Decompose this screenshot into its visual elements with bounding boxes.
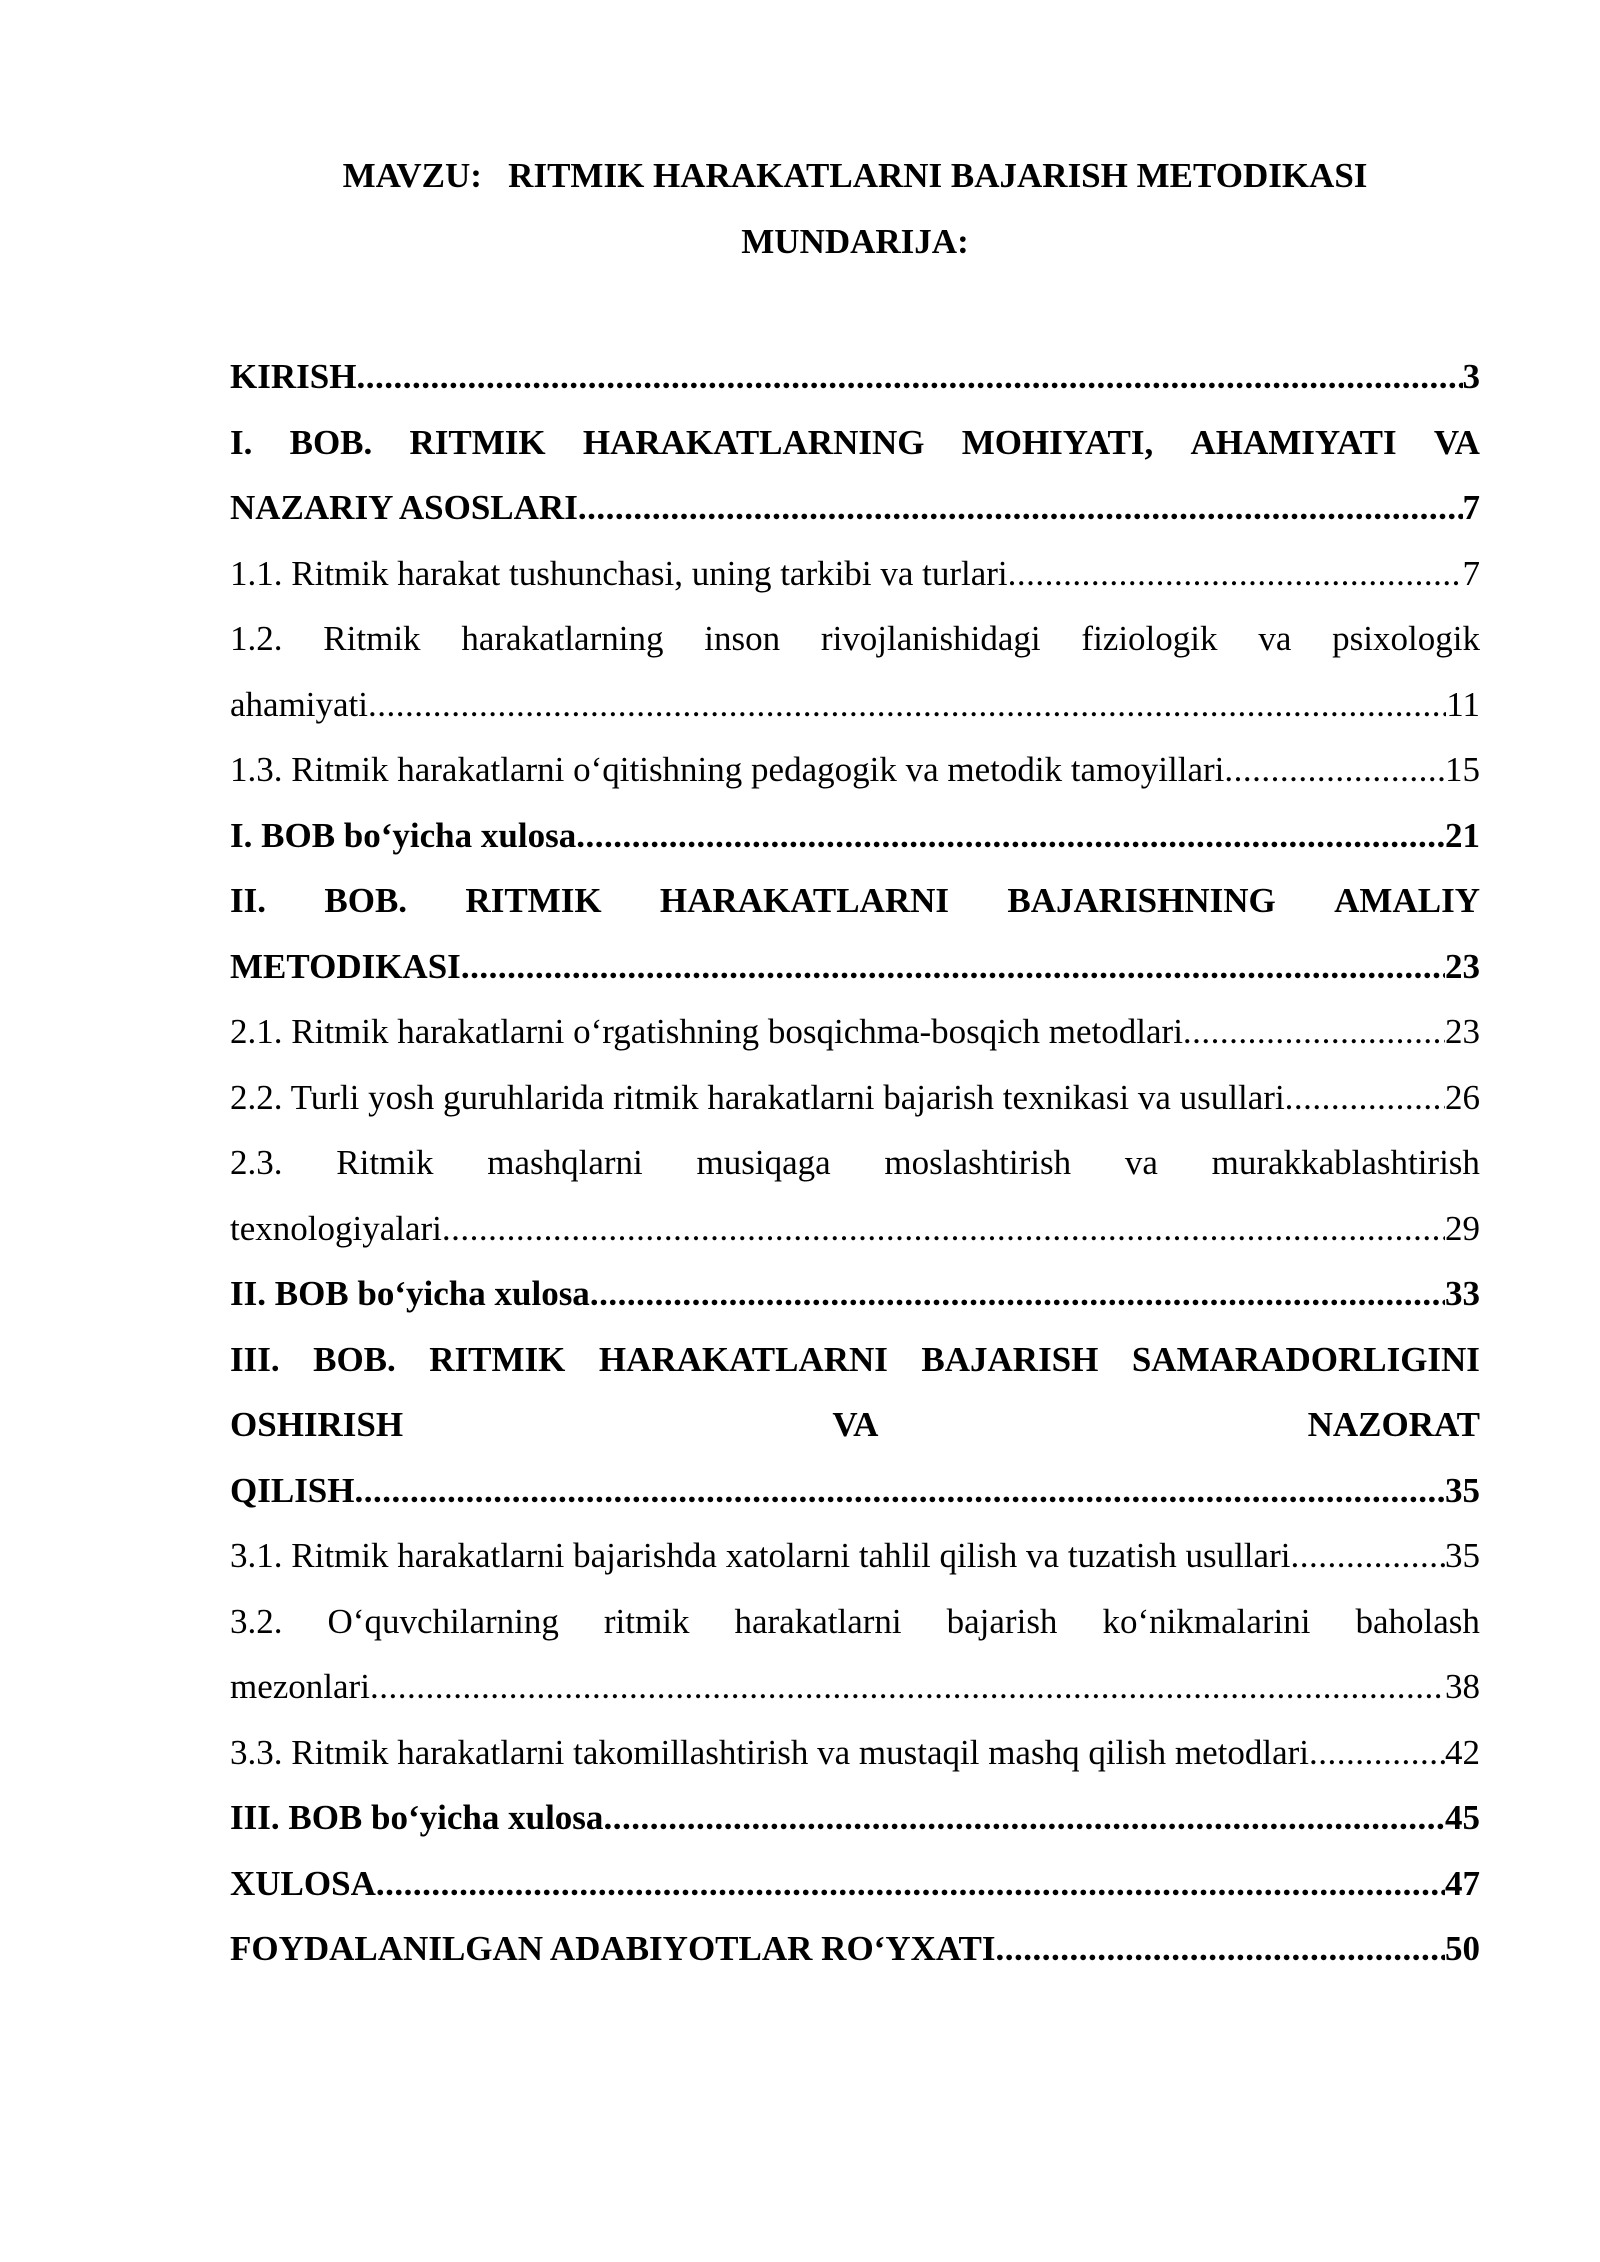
toc-chapter-3[interactable] <box>230 1458 1480 1524</box>
toc-chapter-1-line-1 <box>230 410 1480 476</box>
toc-chapter-3-conclusion[interactable] <box>230 1785 1480 1851</box>
toc-section-3-2-line-1 <box>230 1589 1480 1655</box>
toc-word: Ritmik <box>336 1143 434 1182</box>
toc-entry-title: 1.1. Ritmik harakat tushunchasi, uning tarkibi va turlari <box>230 553 1008 593</box>
dot-leader <box>376 1851 1445 1917</box>
toc-page-number: 38 <box>1445 1667 1480 1706</box>
toc-word: harakatlarning <box>461 619 664 658</box>
toc-page-number: 29 <box>1445 1208 1480 1248</box>
toc-word: BOB. <box>289 422 373 462</box>
toc-word: ko‘nikmalarini <box>1102 1601 1311 1641</box>
dot-leader <box>1290 1523 1445 1589</box>
dot-leader <box>370 1654 1445 1720</box>
dot-leader <box>603 1785 1445 1851</box>
toc-entry-title: 3.3. Ritmik harakatlarni takomillashtirish va mustaqil mashq qilish metodlari <box>230 1732 1310 1772</box>
toc-entry-title: XULOSA <box>230 1863 376 1903</box>
toc-entry-title: KIRISH <box>230 357 357 396</box>
toc-section-3-3[interactable] <box>230 1720 1480 1786</box>
toc-word: 3.2. <box>230 1601 283 1641</box>
toc-word: BAJARISH <box>921 1339 1099 1379</box>
dot-leader <box>368 672 1446 738</box>
toc-entry-title: 3.1. Ritmik harakatlarni bajarishda xatolarni tahlil qilish va tuzatish usullari <box>230 1536 1291 1575</box>
toc-word: VA <box>1433 422 1480 462</box>
toc-word: psixologik <box>1332 619 1480 658</box>
toc-word: AMALIY <box>1334 881 1480 920</box>
toc-section-1-2[interactable] <box>230 672 1480 738</box>
toc-page-number: 3 <box>1462 357 1480 396</box>
toc-word: 1.2. <box>230 619 283 658</box>
toc-word: NAZORAT <box>1307 1405 1480 1444</box>
toc-entry-title: I. BOB bo‘yicha xulosa <box>230 815 577 855</box>
dot-leader <box>590 1261 1445 1327</box>
toc-entry-title: mezonlari <box>230 1667 370 1706</box>
toc-entry-title: 2.1. Ritmik harakatlarni o‘rgatishning bosqichma-bosqich metodlari <box>230 1012 1183 1051</box>
toc-word: BOB. <box>324 881 408 920</box>
toc-word: fiziologik <box>1081 619 1218 658</box>
toc-page-number: 15 <box>1445 750 1480 789</box>
toc-chapter-2-conclusion[interactable] <box>230 1261 1480 1327</box>
toc-word: MOHIYATI, <box>961 422 1154 462</box>
toc-word: harakatlarni <box>734 1601 902 1641</box>
toc-word: AHAMIYATI <box>1190 422 1397 462</box>
toc-word: RITMIK <box>465 881 602 920</box>
toc-word: ritmik <box>603 1601 690 1641</box>
toc-word: bajarish <box>946 1601 1058 1641</box>
toc-page-number: 7 <box>1462 553 1480 593</box>
toc-section-1-1[interactable] <box>230 541 1480 607</box>
toc-page-number: 23 <box>1445 946 1480 986</box>
toc-section-2-3-line-1 <box>230 1130 1480 1196</box>
dot-leader <box>578 475 1463 541</box>
table-of-contents <box>230 344 1480 1982</box>
toc-chapter-2[interactable] <box>230 934 1480 1000</box>
toc-entry-title: FOYDALANILGAN ADABIYOTLAR RO‘YXATI <box>230 1929 996 1968</box>
toc-word: VA <box>832 1405 879 1444</box>
toc-section-2-3[interactable] <box>230 1196 1480 1262</box>
toc-word: baholash <box>1355 1601 1480 1641</box>
toc-section-1-2-line-1 <box>230 606 1480 672</box>
toc-entry-title: METODIKASI <box>230 946 461 986</box>
toc-entry-title: NAZARIY ASOSLARI <box>230 488 578 527</box>
toc-entry-references[interactable] <box>230 1916 1480 1982</box>
toc-page-number: 21 <box>1445 815 1480 855</box>
toc-entry-title: ahamiyati <box>230 684 369 724</box>
toc-entry-kirish[interactable] <box>230 344 1480 410</box>
toc-entry-title: texnologiyalari <box>230 1208 442 1248</box>
toc-page-number: 33 <box>1445 1274 1480 1313</box>
toc-word: SAMARADORLIGINI <box>1131 1339 1480 1379</box>
toc-word: BAJARISHNING <box>1007 881 1276 920</box>
toc-word: II. <box>230 881 266 920</box>
toc-word: mashqlarni <box>487 1143 643 1182</box>
toc-word: RITMIK <box>409 422 546 462</box>
toc-chapter-3-line-1 <box>230 1327 1480 1393</box>
toc-page-number: 45 <box>1445 1798 1480 1837</box>
toc-chapter-2-line-1 <box>230 868 1480 934</box>
toc-word: BOB. <box>313 1339 396 1379</box>
toc-word: Ritmik <box>323 619 421 658</box>
toc-page-number: 42 <box>1445 1732 1480 1772</box>
toc-section-2-1[interactable] <box>230 999 1480 1065</box>
toc-page-number: 26 <box>1445 1077 1480 1117</box>
toc-page-number: 35 <box>1445 1536 1480 1575</box>
toc-word: RITMIK <box>429 1339 566 1379</box>
toc-entry-title: 2.2. Turli yosh guruhlarida ritmik harakatlarni bajarish texnikasi va usullari <box>230 1077 1285 1117</box>
toc-page-number: 11 <box>1446 684 1480 724</box>
toc-entry-title: 1.3. Ritmik harakatlarni o‘qitishning pedagogik va metodik tamoyillari <box>230 750 1225 789</box>
toc-word: murakkablashtirish <box>1211 1143 1480 1182</box>
dot-leader <box>576 803 1445 869</box>
toc-word: HARAKATLARNING <box>582 422 925 462</box>
dot-leader <box>1309 1720 1445 1786</box>
toc-word: inson <box>704 619 781 658</box>
toc-page-number: 23 <box>1445 1012 1480 1051</box>
toc-word: moslashtirish <box>884 1143 1072 1182</box>
dot-leader <box>996 1916 1445 1982</box>
toc-entry-xulosa[interactable] <box>230 1851 1480 1917</box>
toc-word: III. <box>230 1339 280 1379</box>
toc-chapter-1[interactable] <box>230 475 1480 541</box>
toc-word: musiqaga <box>696 1143 831 1182</box>
dot-leader <box>461 934 1445 1000</box>
toc-page-number: 50 <box>1445 1929 1480 1968</box>
toc-word: rivojlanishidagi <box>820 619 1041 658</box>
toc-entry-title: III. BOB bo‘yicha xulosa <box>230 1798 604 1837</box>
toc-word: va <box>1124 1143 1158 1182</box>
toc-section-1-3[interactable] <box>230 737 1480 803</box>
toc-word: 2.3. <box>230 1143 283 1182</box>
toc-word: HARAKATLARNI <box>598 1339 888 1379</box>
dot-leader <box>1224 737 1445 803</box>
topic-title: MAVZU: RITMIK HARAKATLARNI BAJARISH METODIKASI <box>342 156 1368 195</box>
toc-section-3-2[interactable] <box>230 1654 1480 1720</box>
toc-word: OSHIRISH <box>230 1405 404 1444</box>
dot-leader <box>1008 541 1463 607</box>
toc-section-3-1[interactable] <box>230 1523 1480 1589</box>
dot-leader <box>355 1458 1446 1524</box>
toc-word: I. <box>230 422 253 462</box>
dot-leader <box>1285 1065 1445 1131</box>
dot-leader <box>442 1196 1445 1262</box>
toc-chapter-3-line-2 <box>230 1392 1480 1458</box>
contents-heading: MUNDARIJA: <box>741 222 969 261</box>
toc-page-number: 7 <box>1462 488 1480 527</box>
toc-page-number: 35 <box>1445 1470 1480 1510</box>
toc-entry-title: QILISH <box>230 1470 355 1510</box>
toc-word: HARAKATLARNI <box>659 881 950 920</box>
toc-section-2-2[interactable] <box>230 1065 1480 1131</box>
toc-word: O‘quvchilarning <box>327 1601 559 1641</box>
toc-chapter-1-conclusion[interactable] <box>230 803 1480 869</box>
dot-leader <box>1183 999 1445 1065</box>
toc-page-number: 47 <box>1445 1863 1480 1903</box>
toc-entry-title: II. BOB bo‘yicha xulosa <box>230 1274 590 1313</box>
dot-leader <box>356 344 1462 410</box>
toc-word: va <box>1258 619 1292 658</box>
